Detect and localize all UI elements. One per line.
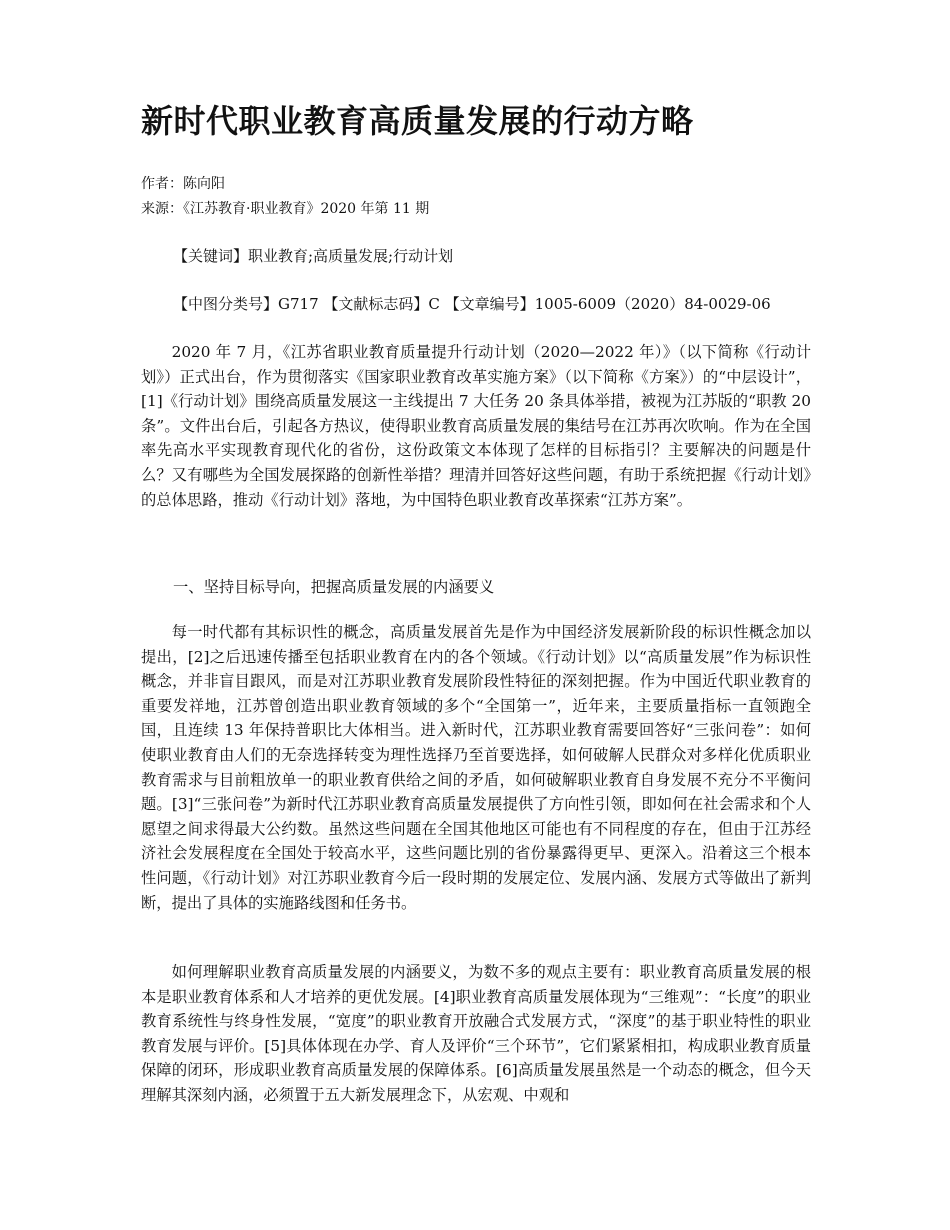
body-paragraph-3: 如何理解职业教育高质量发展的内涵要义，为数不多的观点主要有：职业教育高质量发展的根本是职业教育体系和人才培养的更优发展。[4]职业教育高质量发展体现为“三维观”：“长度”的职业教育系统性与终身性发展，“宽度”的职业教育开放融合式发展方式，“深度”的基于职业特性的职业教育发展与评价。[5]具体体现在办学、育人及评价“三个环节”，它们紧紧相扣，构成职业教育质量保障的闭环，形成职业教育高质量发展的保障体系。[6]高质量发展虽然是一个动态的概念，但今天理解其深刻内涵，必须置于五大新发展理念下，从宏观、中观和 (141, 963, 811, 1104)
article-title: 新时代职业教育高质量发展的行动方略 (141, 102, 694, 140)
keywords-line: 【关键词】职业教育;高质量发展;行动计划 (173, 247, 454, 265)
classification-line: 【中图分类号】G717 【文献标志码】C 【文章编号】1005-6009（2020）84-0029-06 (173, 295, 771, 313)
section-heading-1: 一、坚持目标导向，把握高质量发展的内涵要义 (173, 578, 495, 596)
body-paragraph-2: 每一时代都有其标识性的概念，高质量发展首先是作为中国经济发展新阶段的标识性概念加以提出，[2]之后迅速传播至包括职业教育在内的各个领域。《行动计划》以“高质量发展”作为标识性概念，并非盲目跟风，而是对江苏职业教育发展阶段性特征的深刻把握。作为中国近代职业教育的重要发祥地，江苏曾创造出职业教育领域的多个“全国第一”，近年来，主要质量指标一直领跑全国，且连续 13 年保持普职比大体相当。进入新时代，江苏职业教育需要回答好“三张问卷”：如何使职业教育由人们的无奈选择转变为理性选择乃至首要选择，如何破解人民群众对多样化优质职业教育需求与目前粗放单一的职业教育供给之间的矛盾，如何破解职业教育自身发展不充分不平衡问题。[3]“三张问卷”为新时代江苏职业教育高质量发展提供了方向性引领，即如何在社会需求和个人愿望之间求得最大公约数。虽然这些问题在全国其他地区可能也有不同程度的存在，但由于江苏经济社会发展程度在全国处于较高水平，这些问题比别的省份暴露得更早、更深入。沿着这三个根本性问题，《行动计划》对江苏职业教育今后一段时期的发展定位、发展内涵、发展方式等做出了新判断，提出了具体的实施路线图和任务书。 (141, 623, 811, 912)
author-line: 作者：陈向阳 (141, 176, 225, 192)
source-line: 来源：《江苏教育·职业教育》2020 年第 11 期 (141, 201, 430, 217)
body-paragraph-1: 2020 年 7 月，《江苏省职业教育质量提升行动计划（2020—2022 年）》（以下简称《行动计划》）正式出台，作为贯彻落实《国家职业教育改革实施方案》（以下简称《方案》）的“中层设计”，[1]《行动计划》围绕高质量发展这一主线提出 7 大任务 20 条具体举措，被视为江苏版的“职教 20 条”。文件出台后，引起各方热议，使得职业教育高质量发展的集结号在江苏再次吹响。作为在全国率先高水平实现教育现代化的省份，这份政策文本体现了怎样的目标指引？主要解决的问题是什么？又有哪些为全国发展探路的创新性举措？理清并回答好这些问题，有助于系统把握《行动计划》的总体思路，推动《行动计划》落地，为中国特色职业教育改革探索“江苏方案”。 (141, 343, 811, 509)
